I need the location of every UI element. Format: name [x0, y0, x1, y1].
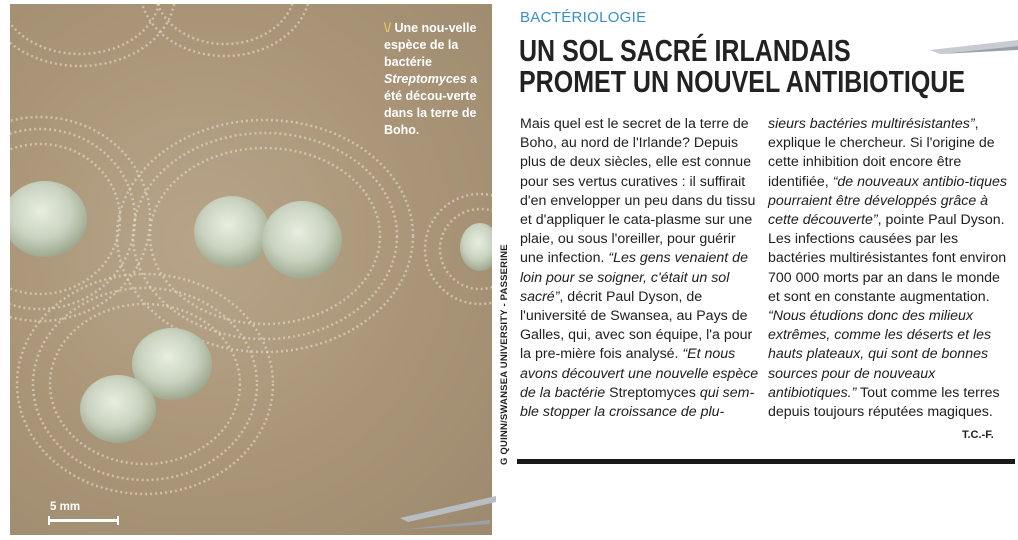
body-quote-continued: sieurs bactéries multirésistantes”: [768, 116, 975, 132]
headline-line-2: PROMET UN NOUVEL ANTIBIOTIQUE: [519, 65, 966, 99]
bottom-rule: [517, 459, 1015, 464]
body-quote-split: qui sem-ble stopper la croissance de plu-: [520, 384, 755, 421]
article-column-1: [520, 115, 760, 422]
bacteria-photo: [10, 4, 492, 535]
decorative-pin-graphic: [930, 38, 1018, 60]
body-segment: Tout comme les terres depuis toujours réputées magiques.: [768, 384, 1000, 421]
body-quote: “Et nous avons découvert une nouvelle espèce de la bactérie: [520, 346, 759, 401]
body-segment: Streptomyces: [609, 384, 700, 401]
body-quote: “de nouveaux antibio-tiques pourraient être développés grâce à cette découverte”: [768, 173, 1007, 229]
body-segment: , décrit Paul Dyson, de l'université de Swansea, au Pays de Galles, qui, avec son équipe, l'a pour la pre-mière fois analysé.: [520, 288, 753, 363]
caption-text-1: Une nou-velle espèce de la bactérie: [384, 21, 477, 69]
caption-italic: Streptomyces: [384, 72, 467, 86]
headline: [519, 34, 966, 99]
photo-caption: [384, 20, 488, 139]
scale-label: 5 mm: [50, 501, 81, 513]
body-segment: Mais quel est le secret de la terre de Boho, au nord de l'Irlande? Depuis plus de deux siècles, elle est connue pour ses vertus curatives : il suffirait d'en envelopper un peu dans du tissu et d'appliquer le cata-plasme sur une plaie, ou sous l'oreiller, pour guérir une infection.: [520, 116, 756, 267]
caption-text-2: a été décou-verte dans la terre de Boho.: [384, 72, 478, 137]
body-quote: “Nous étudions donc des milieux extrêmes, comme les déserts et les hauts plateaux, qui sont de bonnes sources pour de nouveaux antibiotiques.”: [768, 308, 992, 401]
body-segment: , explique le chercheur. Si l'origine de cette inhibition doit encore être identifiée,: [768, 116, 995, 190]
scale-bar: [48, 519, 119, 522]
body-quote: “Les gens venaient de loin pour se soigner, c'était un sol sacré”: [520, 250, 748, 305]
author-signature: T.C.-F.: [962, 429, 994, 441]
section-label: BACTÉRIOLOGIE: [520, 9, 647, 26]
body-segment: , pointe Paul Dyson. Les infections causées par les bactéries multirésistantes font environ 700 000 morts par an dans le monde et sont en constante augmentation.: [768, 212, 1007, 305]
headline-line-1: UN SOL SACRÉ IRLANDAIS: [519, 34, 851, 68]
decorative-pin-graphic-bottom: [400, 490, 496, 536]
photo-credit: G QUINN/SWANSEA UNIVERSITY - PASSERINE: [499, 244, 510, 465]
caption-arrow-icon: \/: [384, 21, 391, 35]
article-column-2: [768, 115, 1008, 422]
